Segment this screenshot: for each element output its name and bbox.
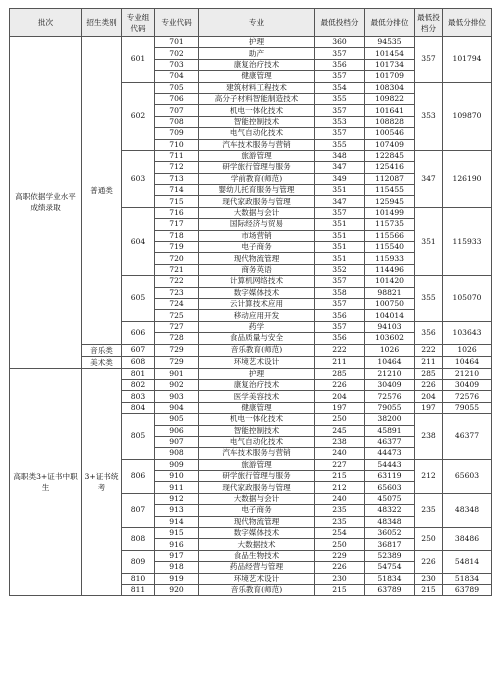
major-code-cell: 708	[155, 116, 199, 127]
min-rank-cell: 101454	[365, 48, 415, 59]
major-code-cell: 908	[155, 448, 199, 459]
group-min-rank-cell: 103643	[443, 321, 492, 344]
header-min-rank: 最低分排位	[365, 9, 415, 37]
major-code-cell: 911	[155, 482, 199, 493]
min-rank-cell: 1026	[365, 344, 415, 356]
major-code-cell: 727	[155, 321, 199, 332]
major-code-cell: 714	[155, 185, 199, 196]
major-name-cell: 研学旅行管理与服务	[199, 471, 315, 482]
major-code-cell: 707	[155, 105, 199, 116]
group-code-cell: 806	[122, 459, 155, 493]
min-rank-cell: 108828	[365, 116, 415, 127]
group-code-cell: 808	[122, 528, 155, 551]
major-code-cell: 920	[155, 584, 199, 595]
min-score-cell: 226	[315, 379, 365, 390]
header-batch: 批次	[10, 9, 82, 37]
major-name-cell: 旅游管理	[199, 459, 315, 470]
min-rank-cell: 63119	[365, 471, 415, 482]
major-name-cell: 大数据技术	[199, 539, 315, 550]
min-score-cell: 354	[315, 82, 365, 93]
major-name-cell: 数字媒体技术	[199, 287, 315, 298]
major-code-cell: 719	[155, 242, 199, 253]
major-code-cell: 914	[155, 516, 199, 527]
admission-table-wrapper	[9, 8, 492, 596]
min-rank-cell: 100750	[365, 298, 415, 309]
min-rank-cell: 30409	[365, 379, 415, 390]
major-code-cell: 723	[155, 287, 199, 298]
min-rank-cell: 103602	[365, 333, 415, 344]
batch-cell: 高职依据学业水平成绩录取	[10, 37, 82, 369]
group-min-score-cell: 226	[415, 379, 443, 390]
major-name-cell: 护理	[199, 37, 315, 48]
min-score-cell: 355	[315, 93, 365, 104]
category-cell: 美术类	[82, 356, 122, 368]
major-code-cell: 912	[155, 493, 199, 504]
category-cell: 普通类	[82, 37, 122, 345]
major-code-cell: 704	[155, 71, 199, 82]
min-rank-cell: 36052	[365, 528, 415, 539]
min-rank-cell: 51834	[365, 573, 415, 584]
min-score-cell: 357	[315, 298, 365, 309]
min-rank-cell: 115933	[365, 253, 415, 264]
major-code-cell: 917	[155, 550, 199, 561]
min-rank-cell: 101709	[365, 71, 415, 82]
group-code-cell: 601	[122, 37, 155, 83]
table-row	[10, 368, 492, 379]
min-rank-cell: 101499	[365, 207, 415, 218]
major-code-cell: 717	[155, 219, 199, 230]
group-code-cell: 604	[122, 207, 155, 275]
major-name-cell: 婴幼儿托育服务与管理	[199, 185, 315, 196]
min-score-cell: 348	[315, 150, 365, 161]
min-score-cell: 357	[315, 207, 365, 218]
major-code-cell: 706	[155, 93, 199, 104]
min-score-cell: 204	[315, 391, 365, 402]
major-name-cell: 康复治疗技术	[199, 379, 315, 390]
major-code-cell: 910	[155, 471, 199, 482]
major-name-cell: 智能控制技术	[199, 425, 315, 436]
group-min-score-cell: 197	[415, 402, 443, 413]
major-name-cell: 现代物流管理	[199, 253, 315, 264]
header-major: 专业	[199, 9, 315, 37]
major-code-cell: 729	[155, 356, 199, 368]
group-min-rank-cell: 38486	[443, 528, 492, 551]
min-score-cell: 197	[315, 402, 365, 413]
major-code-cell: 905	[155, 414, 199, 425]
min-score-cell: 351	[315, 253, 365, 264]
header-category: 招生类别	[82, 9, 122, 37]
major-name-cell: 机电一体化技术	[199, 414, 315, 425]
table-row	[10, 356, 492, 368]
group-min-rank-cell: 126190	[443, 150, 492, 207]
major-name-cell: 研学旅行管理与服务	[199, 162, 315, 173]
min-score-cell: 245	[315, 425, 365, 436]
major-name-cell: 食品质量与安全	[199, 333, 315, 344]
min-score-cell: 351	[315, 242, 365, 253]
major-code-cell: 919	[155, 573, 199, 584]
major-name-cell: 市场营销	[199, 230, 315, 241]
major-code-cell: 705	[155, 82, 199, 93]
min-rank-cell: 107409	[365, 139, 415, 150]
group-code-cell: 801	[122, 368, 155, 379]
group-code-cell: 810	[122, 573, 155, 584]
major-name-cell: 医学美容技术	[199, 391, 315, 402]
group-code-cell: 605	[122, 276, 155, 322]
table-body	[10, 37, 492, 596]
group-min-rank-cell: 30409	[443, 379, 492, 390]
major-code-cell: 715	[155, 196, 199, 207]
major-name-cell: 助产	[199, 48, 315, 59]
major-name-cell: 电气自动化技术	[199, 128, 315, 139]
major-name-cell: 环境艺术设计	[199, 356, 315, 368]
group-min-rank-cell: 101794	[443, 37, 492, 83]
header-row	[10, 9, 492, 37]
major-name-cell: 智能控制技术	[199, 116, 315, 127]
min-score-cell: 235	[315, 505, 365, 516]
major-name-cell: 移动应用开发	[199, 310, 315, 321]
group-code-cell: 608	[122, 356, 155, 368]
min-score-cell: 349	[315, 173, 365, 184]
major-name-cell: 健康管理	[199, 71, 315, 82]
min-rank-cell: 125416	[365, 162, 415, 173]
major-name-cell: 国际经济与贸易	[199, 219, 315, 230]
batch-cell: 高职类3+证书中职生	[10, 368, 82, 596]
min-score-cell: 250	[315, 539, 365, 550]
min-score-cell: 227	[315, 459, 365, 470]
group-min-rank-cell: 46377	[443, 414, 492, 460]
major-code-cell: 904	[155, 402, 199, 413]
min-rank-cell: 72576	[365, 391, 415, 402]
min-score-cell: 353	[315, 116, 365, 127]
group-min-score-cell: 211	[415, 356, 443, 368]
table-row	[10, 344, 492, 356]
group-min-rank-cell: 115933	[443, 207, 492, 275]
major-code-cell: 703	[155, 59, 199, 70]
min-rank-cell: 108304	[365, 82, 415, 93]
min-rank-cell: 125945	[365, 196, 415, 207]
group-min-score-cell: 215	[415, 584, 443, 595]
group-min-score-cell: 285	[415, 368, 443, 379]
major-name-cell: 药学	[199, 321, 315, 332]
major-code-cell: 718	[155, 230, 199, 241]
min-score-cell: 226	[315, 562, 365, 573]
major-name-cell: 机电一体化技术	[199, 105, 315, 116]
min-rank-cell: 101420	[365, 276, 415, 287]
min-score-cell: 356	[315, 310, 365, 321]
min-score-cell: 285	[315, 368, 365, 379]
min-rank-cell: 45891	[365, 425, 415, 436]
major-code-cell: 903	[155, 391, 199, 402]
major-name-cell: 电气自动化技术	[199, 436, 315, 447]
min-score-cell: 238	[315, 436, 365, 447]
major-code-cell: 915	[155, 528, 199, 539]
major-code-cell: 902	[155, 379, 199, 390]
group-code-cell: 606	[122, 321, 155, 344]
group-code-cell: 811	[122, 584, 155, 595]
major-code-cell: 702	[155, 48, 199, 59]
group-min-score-cell: 204	[415, 391, 443, 402]
group-min-score-cell: 212	[415, 459, 443, 493]
group-min-score-cell: 351	[415, 207, 443, 275]
min-score-cell: 357	[315, 48, 365, 59]
min-score-cell: 357	[315, 105, 365, 116]
major-code-cell: 709	[155, 128, 199, 139]
min-score-cell: 356	[315, 333, 365, 344]
major-name-cell: 环境艺术设计	[199, 573, 315, 584]
group-min-score-cell: 222	[415, 344, 443, 356]
major-code-cell: 724	[155, 298, 199, 309]
min-score-cell: 357	[315, 71, 365, 82]
min-rank-cell: 48348	[365, 516, 415, 527]
min-rank-cell: 45075	[365, 493, 415, 504]
major-code-cell: 722	[155, 276, 199, 287]
group-min-score-cell: 235	[415, 493, 443, 527]
group-min-score-cell: 238	[415, 414, 443, 460]
group-code-cell: 807	[122, 493, 155, 527]
min-rank-cell: 46377	[365, 436, 415, 447]
major-name-cell: 食品生物技术	[199, 550, 315, 561]
min-score-cell: 355	[315, 139, 365, 150]
min-rank-cell: 115566	[365, 230, 415, 241]
major-code-cell: 701	[155, 37, 199, 48]
group-min-rank-cell: 105070	[443, 276, 492, 322]
min-rank-cell: 79055	[365, 402, 415, 413]
min-score-cell: 222	[315, 344, 365, 356]
min-rank-cell: 101734	[365, 59, 415, 70]
major-name-cell: 康复治疗技术	[199, 59, 315, 70]
group-min-rank-cell: 48348	[443, 493, 492, 527]
min-rank-cell: 114496	[365, 264, 415, 275]
major-code-cell: 901	[155, 368, 199, 379]
min-rank-cell: 101641	[365, 105, 415, 116]
min-score-cell: 235	[315, 516, 365, 527]
min-rank-cell: 63789	[365, 584, 415, 595]
major-name-cell: 计算机网络技术	[199, 276, 315, 287]
group-min-score-cell: 355	[415, 276, 443, 322]
major-name-cell: 汽车技术服务与营销	[199, 139, 315, 150]
min-score-cell: 215	[315, 471, 365, 482]
major-name-cell: 旅游管理	[199, 150, 315, 161]
min-score-cell: 360	[315, 37, 365, 48]
min-score-cell: 351	[315, 219, 365, 230]
min-rank-cell: 115455	[365, 185, 415, 196]
group-min-rank-cell: 54814	[443, 550, 492, 573]
group-code-cell: 809	[122, 550, 155, 573]
major-code-cell: 907	[155, 436, 199, 447]
major-code-cell: 721	[155, 264, 199, 275]
min-score-cell: 240	[315, 448, 365, 459]
header-group-code: 专业组代码	[122, 9, 155, 37]
header-group-min-score: 最低投档分	[415, 9, 443, 37]
major-code-cell: 906	[155, 425, 199, 436]
major-name-cell: 大数据与会计	[199, 207, 315, 218]
group-min-rank-cell: 63789	[443, 584, 492, 595]
major-name-cell: 现代家政服务与管理	[199, 482, 315, 493]
min-score-cell: 254	[315, 528, 365, 539]
group-min-score-cell: 230	[415, 573, 443, 584]
min-rank-cell: 109822	[365, 93, 415, 104]
min-rank-cell: 98821	[365, 287, 415, 298]
group-min-rank-cell: 21210	[443, 368, 492, 379]
min-rank-cell: 112087	[365, 173, 415, 184]
min-score-cell: 351	[315, 185, 365, 196]
group-min-score-cell: 347	[415, 150, 443, 207]
group-code-cell: 603	[122, 150, 155, 207]
min-rank-cell: 122845	[365, 150, 415, 161]
min-rank-cell: 104014	[365, 310, 415, 321]
group-min-rank-cell: 10464	[443, 356, 492, 368]
min-score-cell: 347	[315, 196, 365, 207]
min-score-cell: 230	[315, 573, 365, 584]
min-score-cell: 212	[315, 482, 365, 493]
major-name-cell: 建筑材料工程技术	[199, 82, 315, 93]
min-score-cell: 356	[315, 59, 365, 70]
major-name-cell: 数字媒体技术	[199, 528, 315, 539]
category-cell: 音乐类	[82, 344, 122, 356]
min-rank-cell: 94103	[365, 321, 415, 332]
admission-score-table	[9, 8, 492, 596]
major-name-cell: 电子商务	[199, 242, 315, 253]
min-score-cell: 215	[315, 584, 365, 595]
min-rank-cell: 115540	[365, 242, 415, 253]
min-score-cell: 229	[315, 550, 365, 561]
min-rank-cell: 21210	[365, 368, 415, 379]
major-code-cell: 716	[155, 207, 199, 218]
major-name-cell: 汽车技术服务与营销	[199, 448, 315, 459]
group-min-rank-cell: 51834	[443, 573, 492, 584]
min-rank-cell: 100546	[365, 128, 415, 139]
min-score-cell: 352	[315, 264, 365, 275]
header-group-min-rank: 最低分排位	[443, 9, 492, 37]
major-name-cell: 学前教育(师范)	[199, 173, 315, 184]
group-code-cell: 803	[122, 391, 155, 402]
major-name-cell: 音乐教育(师范)	[199, 344, 315, 356]
group-code-cell: 805	[122, 414, 155, 460]
group-min-score-cell: 250	[415, 528, 443, 551]
major-name-cell: 大数据与会计	[199, 493, 315, 504]
min-score-cell: 358	[315, 287, 365, 298]
major-name-cell: 健康管理	[199, 402, 315, 413]
group-min-rank-cell: 65603	[443, 459, 492, 493]
min-score-cell: 347	[315, 162, 365, 173]
min-rank-cell: 52389	[365, 550, 415, 561]
group-min-score-cell: 353	[415, 82, 443, 150]
min-score-cell: 250	[315, 414, 365, 425]
min-rank-cell: 10464	[365, 356, 415, 368]
min-rank-cell: 54754	[365, 562, 415, 573]
major-code-cell: 913	[155, 505, 199, 516]
group-code-cell: 602	[122, 82, 155, 150]
major-name-cell: 商务英语	[199, 264, 315, 275]
major-name-cell: 音乐教育(师范)	[199, 584, 315, 595]
category-cell: 3+证书统考	[82, 368, 122, 596]
major-code-cell: 918	[155, 562, 199, 573]
min-score-cell: 351	[315, 230, 365, 241]
min-rank-cell: 38200	[365, 414, 415, 425]
min-rank-cell: 36817	[365, 539, 415, 550]
major-code-cell: 712	[155, 162, 199, 173]
major-code-cell: 729	[155, 344, 199, 356]
major-code-cell: 916	[155, 539, 199, 550]
group-code-cell: 804	[122, 402, 155, 413]
header-major-code: 专业代码	[155, 9, 199, 37]
major-name-cell: 云计算技术应用	[199, 298, 315, 309]
major-name-cell: 电子商务	[199, 505, 315, 516]
min-score-cell: 357	[315, 276, 365, 287]
min-score-cell: 240	[315, 493, 365, 504]
min-rank-cell: 65603	[365, 482, 415, 493]
min-rank-cell: 44473	[365, 448, 415, 459]
group-min-rank-cell: 1026	[443, 344, 492, 356]
min-rank-cell: 115735	[365, 219, 415, 230]
group-min-score-cell: 357	[415, 37, 443, 83]
major-code-cell: 728	[155, 333, 199, 344]
major-name-cell: 高分子材料智能制造技术	[199, 93, 315, 104]
min-rank-cell: 94535	[365, 37, 415, 48]
major-code-cell: 713	[155, 173, 199, 184]
group-min-rank-cell: 72576	[443, 391, 492, 402]
min-score-cell: 211	[315, 356, 365, 368]
min-score-cell: 357	[315, 321, 365, 332]
group-min-rank-cell: 79055	[443, 402, 492, 413]
min-rank-cell: 54443	[365, 459, 415, 470]
major-code-cell: 711	[155, 150, 199, 161]
major-code-cell: 725	[155, 310, 199, 321]
major-name-cell: 现代家政服务与管理	[199, 196, 315, 207]
major-name-cell: 现代物流管理	[199, 516, 315, 527]
min-rank-cell: 48322	[365, 505, 415, 516]
group-min-score-cell: 226	[415, 550, 443, 573]
table-row	[10, 37, 492, 48]
group-min-score-cell: 356	[415, 321, 443, 344]
major-name-cell: 护理	[199, 368, 315, 379]
header-min-score: 最低投档分	[315, 9, 365, 37]
group-code-cell: 607	[122, 344, 155, 356]
major-code-cell: 909	[155, 459, 199, 470]
min-score-cell: 357	[315, 128, 365, 139]
major-name-cell: 药品经营与管理	[199, 562, 315, 573]
major-code-cell: 710	[155, 139, 199, 150]
major-code-cell: 720	[155, 253, 199, 264]
group-code-cell: 802	[122, 379, 155, 390]
group-min-rank-cell: 109870	[443, 82, 492, 150]
